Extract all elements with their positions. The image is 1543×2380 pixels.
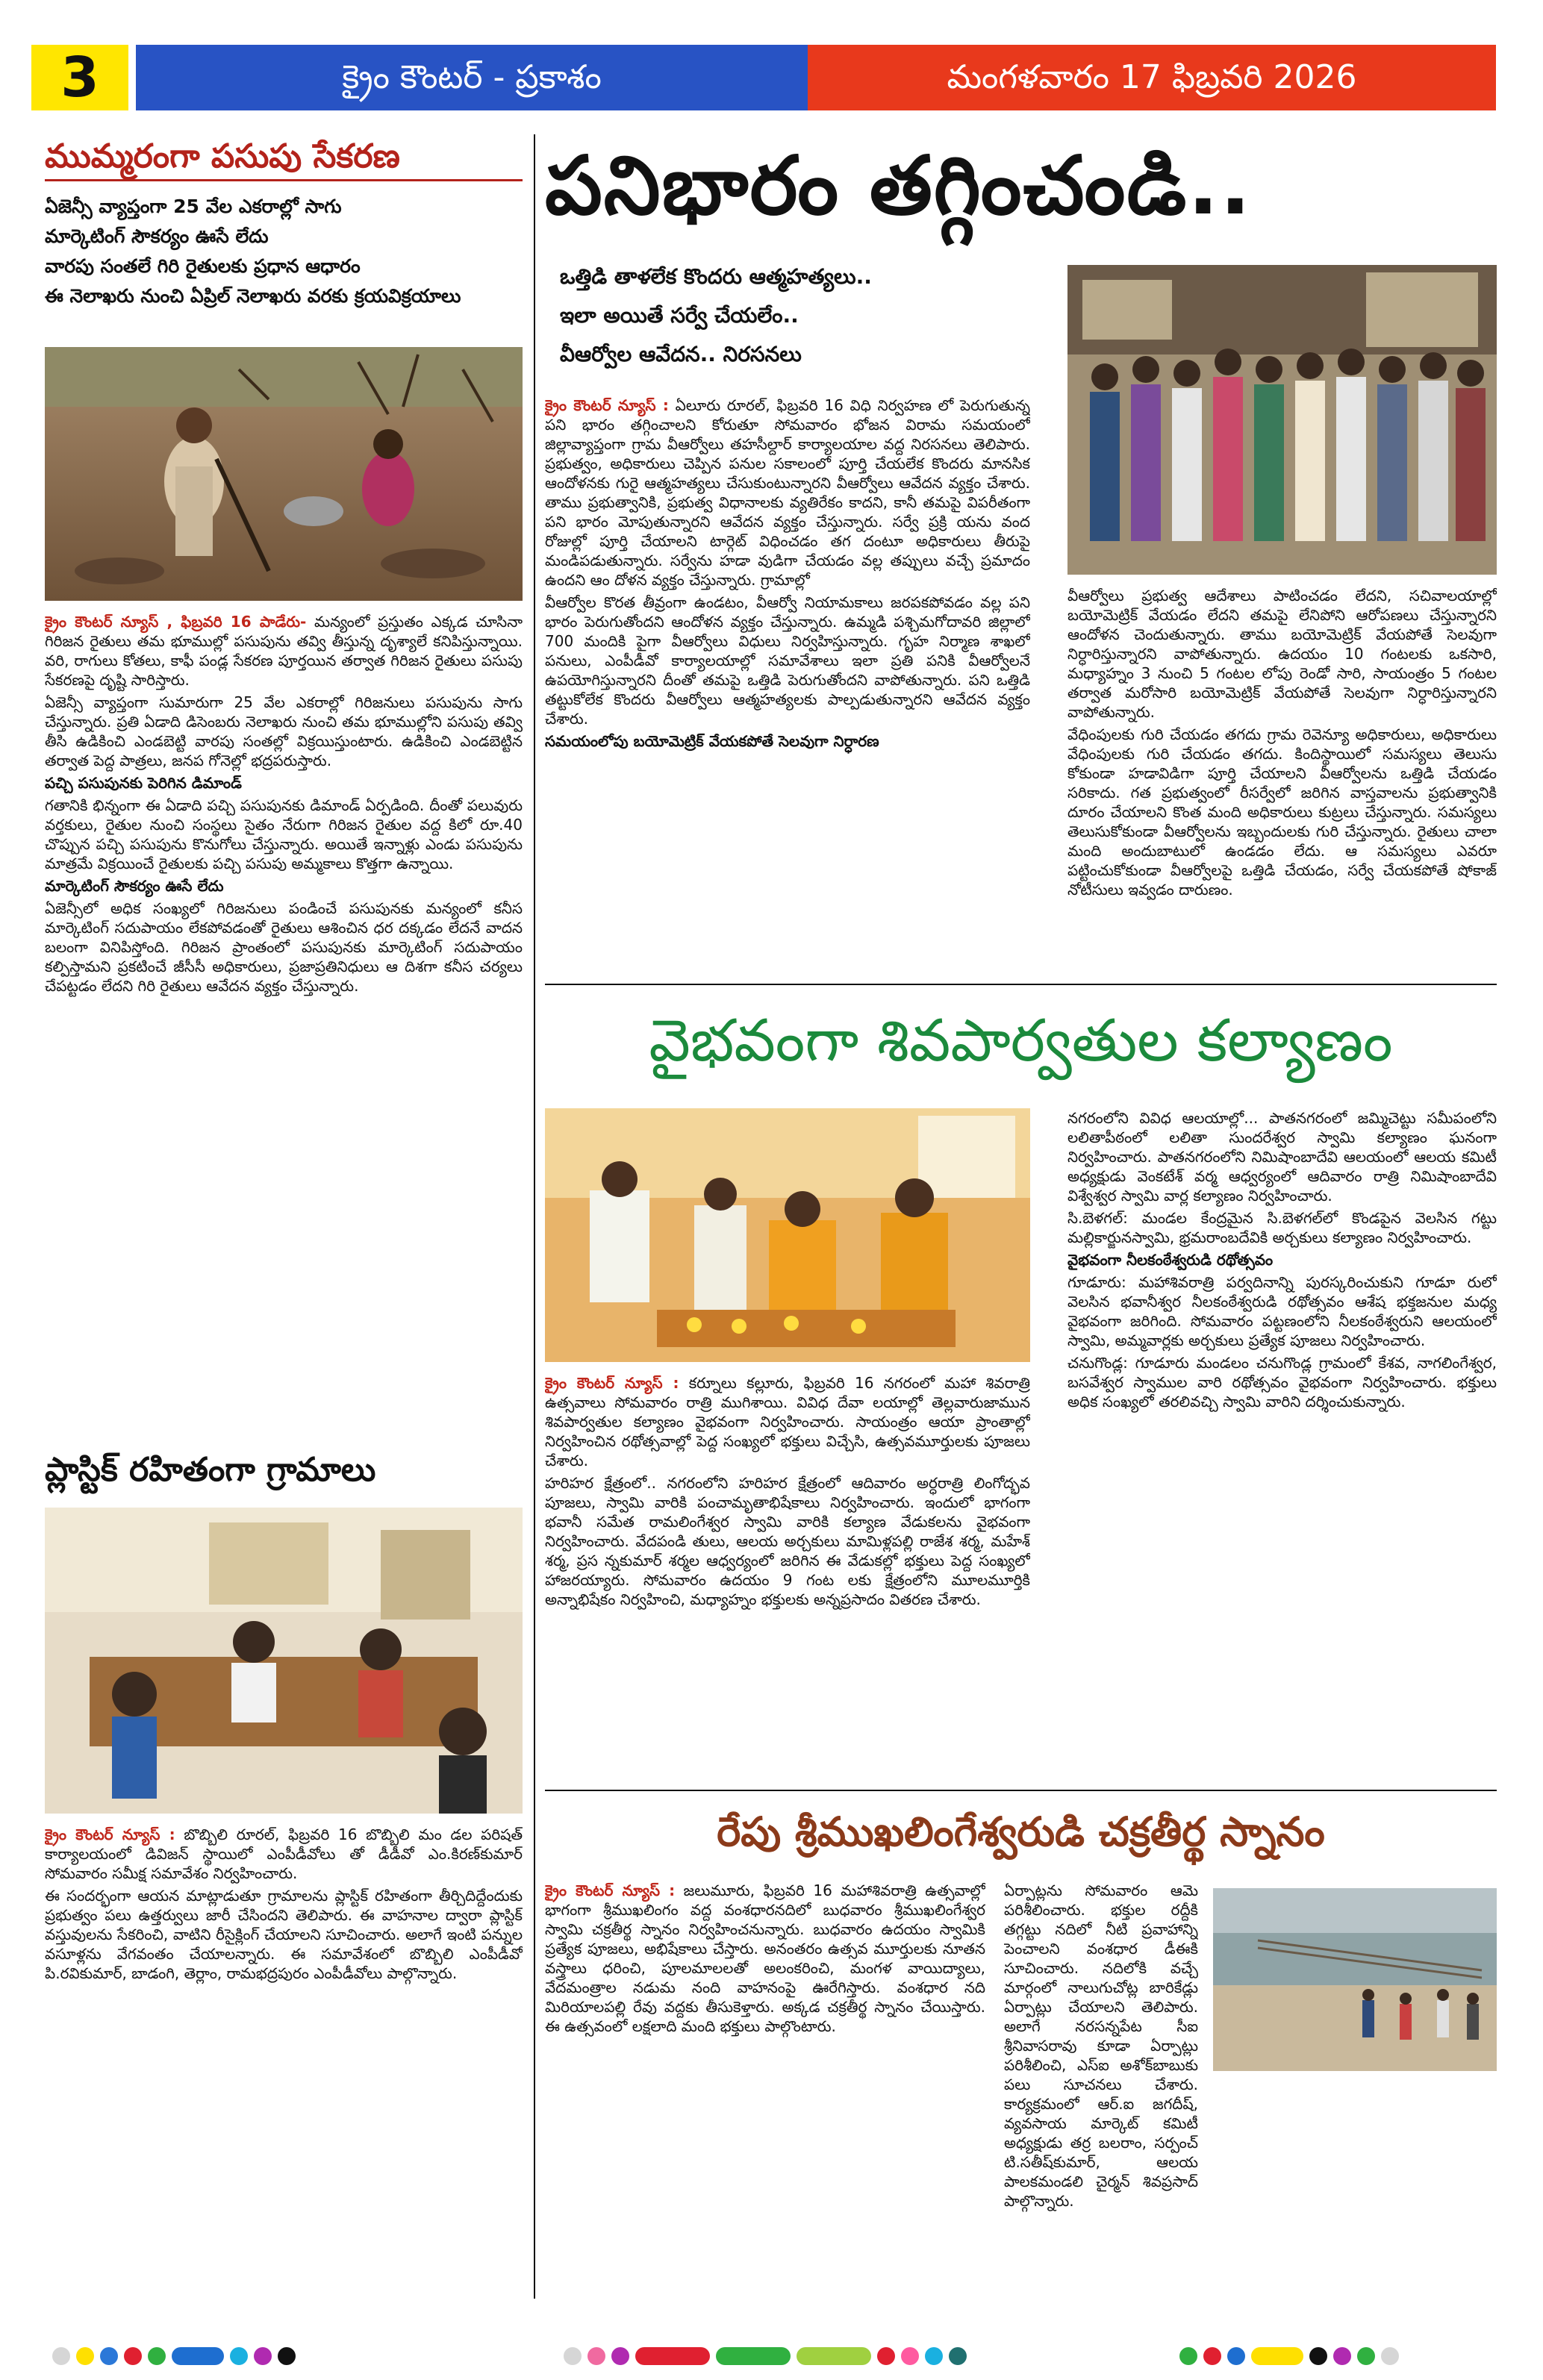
turmeric-photo [45, 347, 523, 601]
workload-headline: పనిభారం తగ్గించండి.. [545, 140, 1253, 233]
kalyanam-paragraph: కర్నూలు కల్లూరు, ఫిబ్రవరి 16 నగరంలో మహా శివరాత్రి ఉత్సవాలు సోమవారం రాత్రి ముగిశాయి. వివిధ దేవా లయాల్లో తెల్లవారుజామున శివపార్వతుల కల్యాణం వైభవంగా నిర్వహించారు. సాయంత్రం ఆయా ప్రాంతాల్లో నిర్వహించిన రథోత్సవాల్లో పెద్ద సంఖ్యలో భక్తులు విచ్చేసి, ఉత్సవమూర్తులకు పూజలు చేశారు. [545, 1374, 1030, 1469]
kalyanam-paragraph: నగరంలోని వివిధ ఆలయాల్లో... పాతనగరంలో జమ్మిచెట్టు సమీపంలోని లలితాపీఠంలో లలితా సుందరేశ్వర స్వామి కల్యాణం ఘనంగా నిర్వహించారు. పాతనగరంలోని నిమిషాంబాదేవి ఆలయంలో ఆలయ కమిటీ అధ్యక్షుడు వెంకటేశ్ వర్మ ఆధ్వర్యంలో ఆదివారం రాత్రి నిమిషాంబాదేవి విశ్వేశ్వర స్వామి వార్ల కల్యాణం నిర్వహించారు. [1067, 1109, 1497, 1205]
plastic-article [45, 1448, 523, 2299]
workload-kicker: ఒత్తిడి తాళలేక కొందరు ఆత్మహత్యలు.. [560, 264, 872, 289]
workload-kicker: ఇలా అయితే సర్వే చేయలేం.. [560, 303, 799, 328]
kalyanam-article [545, 993, 1497, 1784]
paper-name: క్రైం కౌంటర్ - ప్రకాశం [136, 45, 808, 110]
workload-paragraph: వీఆర్వోలు ప్రభుత్వ ఆదేశాలు పాటించడం లేదని, సచివాలయాల్లో బయోమెట్రిక్ వేయడం లేదని తమపై లేనిపోని ఆరోపణలు చేస్తున్నారని ఆందోళన చెందుతున్నారు. తాము బయోమెట్రిక్ వేయపోతే సెలవుగా నిర్ధారిస్తున్నారని వాపోతున్నారు. ఉదయం 10 గంటలకు ఒకసారి, మధ్యాహ్నం 3 నుంచి 5 గంటల లోపు రెండో సారి, సాయంత్రం 5 గంటల తర్వాత మరోసారి బయోమెట్రిక్ వేయపోతే సెలవుగా నిర్ధారిస్తున్నారని వాపోతున్నారు. [1067, 587, 1497, 721]
snanam-headline: రేపు శ్రీముఖలింగేశ్వరుడి చక్రతీర్థ స్నానం [717, 1808, 1325, 1855]
turmeric-paragraph: ఏజెన్సీ వ్యాప్తంగా సుమారుగా 25 వేల ఎకరాల్లో గిరిజనులు పసుపును సాగు చేస్తున్నారు. ప్రతి ఏడాది డిసెంబరు నెలాఖరు నుంచి తమ భూముల్లోని పసుపు తవ్వి తీసి ఉడికించి ఎండబెట్టి వారపు సంతల్లో విక్రయిస్తుంటారు. ఉడికించి ఎండబెట్టిన తర్వాత పెద్ద పాత్రలు, జనప గోనెల్లో భద్రపరుస్తారు. [45, 693, 523, 769]
workload-paragraph: వీఆర్వోల కొరత తీవ్రంగా ఉండటం, వీఆర్వో నియామకాలు జరపకపోవడం వల్ల పని భారం పెరుగుతోందని ఆందోళన వ్యక్తం చేస్తున్నారు. ఉమ్మడి పశ్చిమగోదావరి జిల్లాలో 700 మందికి పైగా వీఆర్వోలు విధులు నిర్వహిస్తున్నారు. గృహ నిర్మాణ శాఖలో పనులు, ఎంపీడీవో కార్యాలయాల్లో సమావేశాలు ఇలా ప్రతి పనికి వీఆర్వోలనే ఉపయోగిస్తున్నారని దీంతో తమపై ఒత్తిడి పెరుగుతోందని వాపోతున్నారు. పని ఒత్తిడి తట్టుకోలేక కొందరు వీఆర్వోలు ఆత్మహత్యలకు పాల్పడుతున్నారని ఆవేదన వ్యక్తం చేశారు. [545, 593, 1030, 728]
print-registration-marks [564, 2347, 967, 2365]
turmeric-headline: ముమ్మరంగా పసుపు సేకరణ [45, 134, 523, 181]
snanam-paragraph: జలుమూరు, ఫిబ్రవరి 16 మహాశివరాత్రి ఉత్సవాల్లో భాగంగా శ్రీముఖలింగం వద్ద వంశధారనదిలో బుధవారం శ్రీముఖలింగేశ్వర స్వామి చక్రతీర్థ స్నానం నిర్వహించనున్నారు. బుధవారం ఉదయం స్వామికి ప్రత్యేక పూజలు, అభిషేకాలు చేస్తారు. అనంతరం ఉత్సవ మూర్తులకు నూతన వస్త్రాలు ధరించి, పూలమాలలతో అలంకరించి, మంగళ వాయిద్యాలు, వేదమంత్రాల నడుమ నంది వాహనంపై ఊరేగిస్తారు. వంశధార నది మిరియాలపల్లి రేవు వద్దకు తీసుకెళ్తారు. అక్కడ చక్రతీర్థ స్నానం చేయిస్తారు. ఈ ఉత్సవంలో లక్షలాది మంది భక్తులు పాల్గొంటారు. [545, 1881, 985, 2035]
plastic-lead: క్రైం కౌంటర్ న్యూస్ : [45, 1825, 175, 1843]
page-number: 3 [31, 45, 128, 110]
kalyanam-lead: క్రైం కౌంటర్ న్యూస్ : [545, 1374, 679, 1392]
workload-lead: క్రైం కౌంటర్ న్యూస్ : [545, 396, 669, 414]
section-divider [545, 1790, 1497, 1791]
kalyanam-paragraph: సి.బెళగల్: మండల కేంద్రమైన సి.బెళగల్‌లో కొండపైన వెలసిన గట్టు మల్లికార్జునస్వామి, భ్రమరాంబదేవికి అర్చకులు కల్యాణం నిర్వహించారు. [1067, 1209, 1497, 1246]
column-divider [534, 134, 535, 2299]
turmeric-kicker: ఈ నెలాఖరు నుంచి ఏప్రిల్ నెలాఖరు వరకు క్రయవిక్రయాలు [45, 285, 461, 307]
turmeric-kicker: మార్కెటింగ్ సౌకర్యం ఊసే లేదు [45, 225, 269, 247]
print-registration-marks [52, 2347, 296, 2365]
kalyanam-headline: వైభవంగా శివపార్వతుల కల్యాణం [649, 1008, 1393, 1075]
kalyanam-subhead: వైభవంగా నీలకంఠేశ్వరుడి రథోత్సవం [1067, 1251, 1274, 1269]
workload-article [545, 131, 1497, 978]
turmeric-subhead: మార్కెటింగ్ సౌకర్యం ఊసే లేదు [45, 877, 224, 895]
workload-paragraph: ఏలూరు రూరల్, ఫిబ్రవరి 16 విధి నిర్వహణ లో పెరుగుతున్న పని భారం తగ్గించాలని కోరుతూ సోమవారం భోజన విరామ సమయంలో జిల్లావ్యాప్తంగా గ్రామ వీఆర్వోలు తహసీల్దార్ కార్యాలయాల వద్ద నిరసనలు తెలిపారు. ప్రభుత్వం, అధికారులు చెప్పిన పనుల సకాలంలో పూర్తి చేయలేక కొందరు మానసిక ఆందోళనకు గురై ఆత్మహత్యలు చేసుకుంటున్నారని వీఆర్వోలు ఆవేదన వ్యక్తం చేశారు. తాము ప్రభుత్వానికి, ప్రభుత్వ విధానాలకు వ్యతిరేకం కాదని, కానీ తమపై విపరీతంగా పని భారం మోపుతున్నారని ఆవేదన వ్యక్తం చేస్తున్నారు. సర్వే ప్రక్రి యను వంద రోజుల్లో పూర్తి చేయాలని టార్గెట్ విధించడం తగ దంటూ అధికారులు తీరుపై మండిపడుతున్నారు. సర్వేను హడా వుడిగా చేయడం వల్ల తప్పులు వచ్చే ప్రమాదం ఉందని ఆం దోళన వ్యక్తం చేస్తున్నారు. గ్రామాల్లో [545, 396, 1030, 589]
snanam-article [545, 1795, 1497, 2302]
page-header [31, 45, 1496, 110]
print-registration-marks [1179, 2347, 1399, 2365]
kalyanam-paragraph: చనుగొండ్ల: గూడూరు మండలం చనుగొండ్ల గ్రామంలో కేశవ, నాగలింగేశ్వర, బసవేశ్వర స్వాముల వారి రథోత్సవం వైభవంగా నిర్వహించారు. భక్తులు అధిక సంఖ్యలో తరలివచ్చి స్వామి వారిని దర్శించుకున్నారు. [1067, 1354, 1497, 1411]
issue-date: మంగళవారం 17 ఫిబ్రవరి 2026 [808, 45, 1496, 110]
workload-subhead: సమయంలోపు బయోమెట్రిక్ వేయకపోతే సెలవుగా నిర్ధారణ [545, 732, 879, 750]
workload-kicker: వీఆర్వోల ఆవేదన.. నిరసనలు [560, 342, 802, 366]
turmeric-article [45, 134, 523, 1437]
turmeric-kicker: ఏజెన్సీ వ్యాప్తంగా 25 వేల ఎకరాల్లో సాగు [45, 196, 342, 217]
kalyanam-paragraph: హరిహర క్షేత్రంలో.. నగరంలోని హరిహర క్షేత్రంలో ఆదివారం అర్ధరాత్రి లింగోద్భవ పూజలు, స్వామి వారికి పంచామృతాభిషేకాలు నిర్వహించారు. ఇందులో భాగంగా భవానీ సమేత రామలింగేశ్వర స్వామి వారికి కల్యాణ వేడుకలను వైభవంగా నిర్వహించారు. వేదపండి తులు, ఆలయ అర్చకులు మామిళ్లపల్లి రాజేశ శర్మ, మహేశ్ శర్మ, ప్రస న్నకుమార్ శర్మల ఆధ్వర్యంలో జరిగిన ఈ వేడుకల్లో భక్తులు పెద్ద సంఖ్యలో హాజరయ్యారు. సోమవారం ఉదయం 9 గంట లకు క్షేత్రంలోని మూలమూర్తికి అన్నాభిషేకం నిర్వహించి, మధ్యాహ్నం భక్తులకు అన్నప్రసాదం వితరణ చేశారు. [545, 1474, 1030, 1608]
plastic-photo [45, 1508, 523, 1814]
turmeric-paragraph: గతానికి భిన్నంగా ఈ ఏడాది పచ్చి పసుపునకు డిమాండ్ ఏర్పడింది. దీంతో పలువురు వర్తకులు, రైతుల నుంచి సంస్థలు సైతం నేరుగా గిరిజన రైతుల వద్ద కిలో రూ.40 చొప్పున పచ్చి పసుపును కొనుగోలు చేస్తున్నారు. అయితే ఇన్నాళ్లు ఎండు పసుపును మాత్రమే విక్రయించే రైతులకు పచ్చి పసుపు అమ్మకాలు కొత్తగా ఉన్నాయి. [45, 796, 523, 872]
kalyanam-paragraph: గూడూరు: మహాశివరాత్రి పర్వదినాన్ని పురస్కరించుకుని గూడూ రులో వెలసిన భవానీశ్వర నీలకంఠేశ్వరుడి రథోత్సవం ఆశేష భక్తజనుల మధ్య వైభవంగా జరిగింది. సోమవారం పట్టణంలోని నీలకంఠేశ్వరుని ఆలయంలో స్వామి, అమ్మవార్లకు అర్చకులు ప్రత్యేక పూజలు నిర్వహించారు. [1067, 1273, 1497, 1349]
turmeric-paragraph: మన్యంలో ప్రస్తుతం ఎక్కడ చూసినా గిరిజన రైతులు తమ భూముల్లో పసుపును తవ్వి తీస్తున్న దృశ్యాలే కనిపిస్తున్నాయి. వరి, రాగులు కోతలు, కాఫీ పండ్ల సేకరణ పూర్తయిన తర్వాత గిరిజన రైతులు పసుపు సేకరణపై దృష్టి సారిస్తారు. [45, 613, 523, 689]
snanam-photo [1213, 1888, 1497, 2071]
turmeric-lead: క్రైం కౌంటర్ న్యూస్ , ఫిబ్రవరి 16 పాడేరు- [45, 613, 307, 631]
snanam-paragraph: ఏర్పాట్లను సోమవారం ఆమె పరిశీలించారు. భక్తుల రద్దీకి తగ్గట్టు నదిలో నీటి ప్రవాహాన్ని పెంచాలని వంశధార డీఈకి సూచించారు. నదిలోకి వచ్చే మార్గంలో నాలుగుచోట్ల బారికేడ్లు ఏర్పాట్లు చేయాలని తెలిపారు. అలాగే నరసన్నపేట సీఐ శ్రీనివాసరావు కూడా ఏర్పాట్లు పరిశీలించి, ఎస్‌ఐ అశోక్‌బాబుకు పలు సూచనలు చేశారు. కార్యక్రమంలో ఆర్.ఐ జగదీష్, వ్యవసాయ మార్కెట్ కమిటీ అధ్యక్షుడు తర్ర బలరాం, సర్పంచ్ టి.సతీష్‌కుమార్, ఆలయ పాలకమండలి చైర్మన్ శివప్రసాద్ పాల్గొన్నారు. [1004, 1881, 1198, 2210]
plastic-headline: ప్లాస్టిక్ రహితంగా గ్రామాలు [45, 1451, 376, 1489]
turmeric-subhead: పచ్చి పసుపునకు పెరిగిన డిమాండ్ [45, 774, 242, 792]
workload-photo [1067, 265, 1497, 575]
snanam-lead: క్రైం కౌంటర్ న్యూస్ : [545, 1881, 676, 1899]
workload-paragraph: వేధింపులకు గురి చేయడం తగదు గ్రామ రెవెన్యూ అధికారులు, అధికారులు వేధింపులకు గురి చేయడం తగదు. కిందిస్థాయిలో సమస్యలు తెలుసు కోకుండా హడావిడిగా పూర్తి చేయాలని వీఆర్వోలను ఒత్తిడి చేయడం సరికాదు. గత ప్రభుత్వంలో రీసర్వేలో జరిగిన వాస్తవాలను ప్రభుత్వానికి దూరం చేయాలని కొంత మంది అధికారులు కుట్రలు చేస్తున్నారు. సమస్యలు తెలుసుకోకుండా వీఆర్వోలను ఇబ్బందులకు గురి చేస్తున్నారు. రైతులు చాలా మంది అందుబాటులో ఉండడం లేదు. ఆ సమస్యలు ఎవరూ పట్టించుకోకుండా వీఆర్వోలపై ఒత్తిడి చేయడం, సర్వే చేయకపోతే షోకాజ్ నోటీసులు ఇవ్వడం దారుణం. [1067, 725, 1497, 899]
turmeric-kicker: వారపు సంతలే గిరి రైతులకు ప్రధాన ఆధారం [45, 255, 361, 277]
plastic-paragraph: ఈ సందర్భంగా ఆయన మాట్లాడుతూ గ్రామాలను ప్లాస్టిక్ రహితంగా తీర్చిదిద్దేందుకు ప్రభుత్వం పలు ఉత్తర్వులు జారీ చేసిందని తెలిపారు. ఈ వాహనాల ద్వారా ప్లాస్టిక్ వస్తువులను సేకరించి, వాటిని రీసైక్లింగ్ చేయాలని సూచించారు. అలాగే ఇంటి పన్నుల వసూళ్లను వేగవంతం చేయాలన్నారు. ఈ సమావేశంలో బొబ్బిలి ఎంపీడీవో పి.రవికుమార్, బాడంగి, తెర్లాం, రామభద్రపురం ఎంపీడీవోలు పాల్గొన్నారు. [45, 1887, 523, 1982]
plastic-paragraph: బొబ్బిలి రూరల్, ఫిబ్రవరి 16 బొబ్బిలి మం డల పరిషత్ కార్యాలయంలో డివిజన్ స్థాయిలో ఎంపీడీవోలు తో డీడీవో ఎం.కిరణ్‌కుమార్ సోమవారం సమీక్ష సమావేశం నిర్వహించారు. [45, 1825, 523, 1882]
section-divider [545, 984, 1497, 985]
turmeric-paragraph: ఏజెన్సీలో అధిక సంఖ్యలో గిరిజనులు పండించే పసుపునకు మన్యంలో కనీస మార్కెటింగ్ సదుపాయం లేకపోవడంతో రైతులు ఆశించిన ధర దక్కడం లేదనే వాదన బలంగా వినిపిస్తోంది. గిరిజన ప్రాంతంలో పసుపునకు మార్కెటింగ్ సదుపాయం కల్పిస్తామని ప్రకటించే జీసీసీ అధికారులు, ప్రజాప్రతినిధులు ఆ దిశగా కనీస చర్యలు చేపట్టడం లేదని గిరి రైతులు ఆవేదన వ్యక్తం చేస్తున్నారు. [45, 899, 523, 995]
kalyanam-photo [545, 1108, 1030, 1362]
